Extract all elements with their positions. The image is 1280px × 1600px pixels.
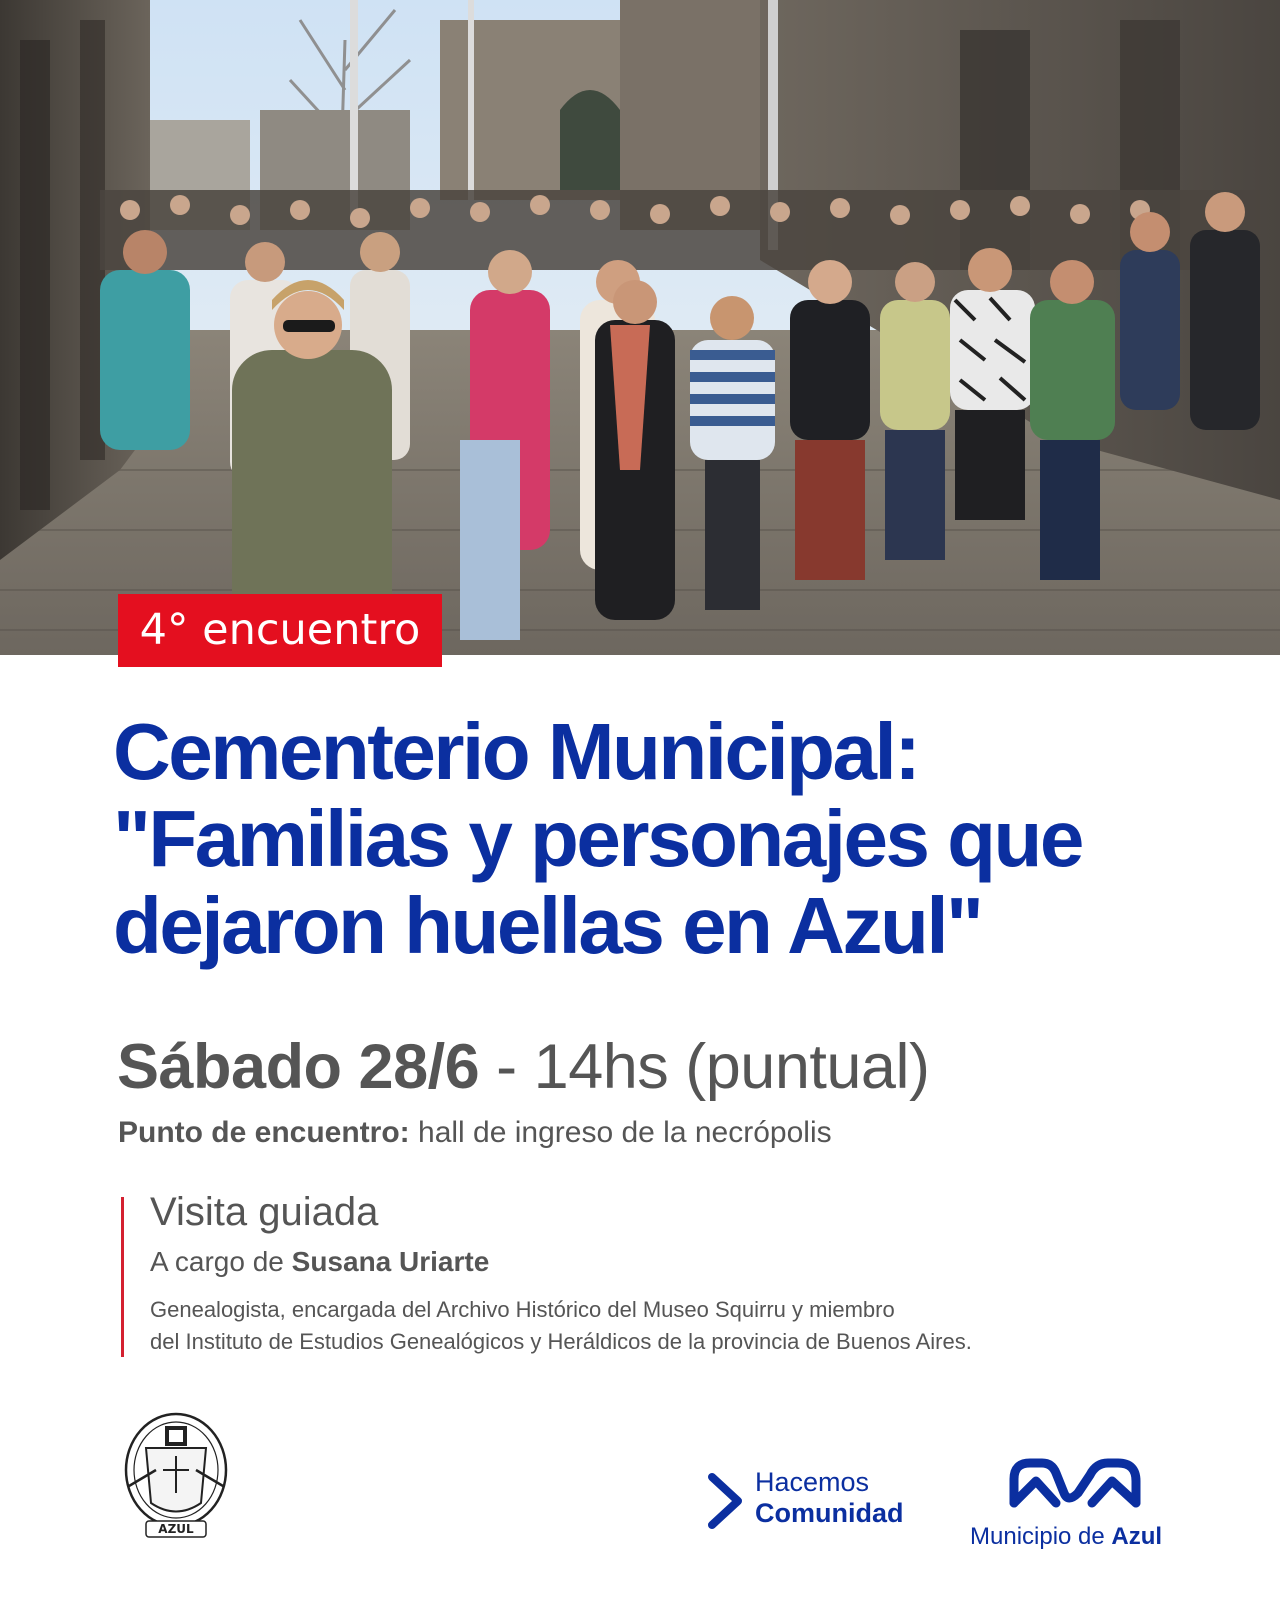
seal-label: AZUL <box>158 1522 194 1536</box>
visit-host-name: Susana Uriarte <box>291 1246 490 1277</box>
visit-bio-line-1: Genealogista, encargada del Archivo Histórico del Museo Squirru y miembro <box>150 1297 895 1322</box>
hacemos-comunidad-logo <box>755 1467 904 1529</box>
title-line-2: "Familias y personajes que <box>113 794 1082 883</box>
encuentro-badge: 4° encuentro <box>118 594 442 667</box>
hacemos-label: Hacemos <box>755 1467 870 1497</box>
meeting-point <box>118 1113 832 1153</box>
event-date: Sábado 28/6 <box>117 1032 480 1102</box>
event-date-time <box>117 1029 929 1105</box>
event-time: - 14hs (puntual) <box>479 1032 930 1102</box>
visit-host-prefix: A cargo de <box>150 1246 292 1277</box>
meeting-point-place: hall de ingreso de la necrópolis <box>409 1116 832 1149</box>
visit-accent-rule <box>121 1197 124 1357</box>
municipio-azul-icon <box>1008 1453 1142 1513</box>
title-line-1: Cementerio Municipal: <box>113 707 919 796</box>
chevron-right-icon <box>708 1473 744 1529</box>
title-line-3: dejaron huellas en Azul" <box>113 881 982 970</box>
visit-bio-line-2: del Instituto de Estudios Genealógicos y Heráldicos de la provincia de Buenos Aires. <box>150 1329 972 1354</box>
municipio-name: Azul <box>1111 1523 1163 1550</box>
event-title <box>113 708 1253 969</box>
visit-title: Visita guiada <box>150 1190 379 1234</box>
cemetery-tour-photo <box>0 0 1280 655</box>
comunidad-label: Comunidad <box>755 1498 904 1528</box>
municipio-prefix: Municipio de <box>970 1523 1112 1550</box>
meeting-point-label: Punto de encuentro: <box>118 1116 410 1149</box>
municipio-azul-label <box>970 1522 1162 1552</box>
visit-host <box>150 1243 489 1281</box>
visit-host-bio <box>150 1294 1230 1358</box>
